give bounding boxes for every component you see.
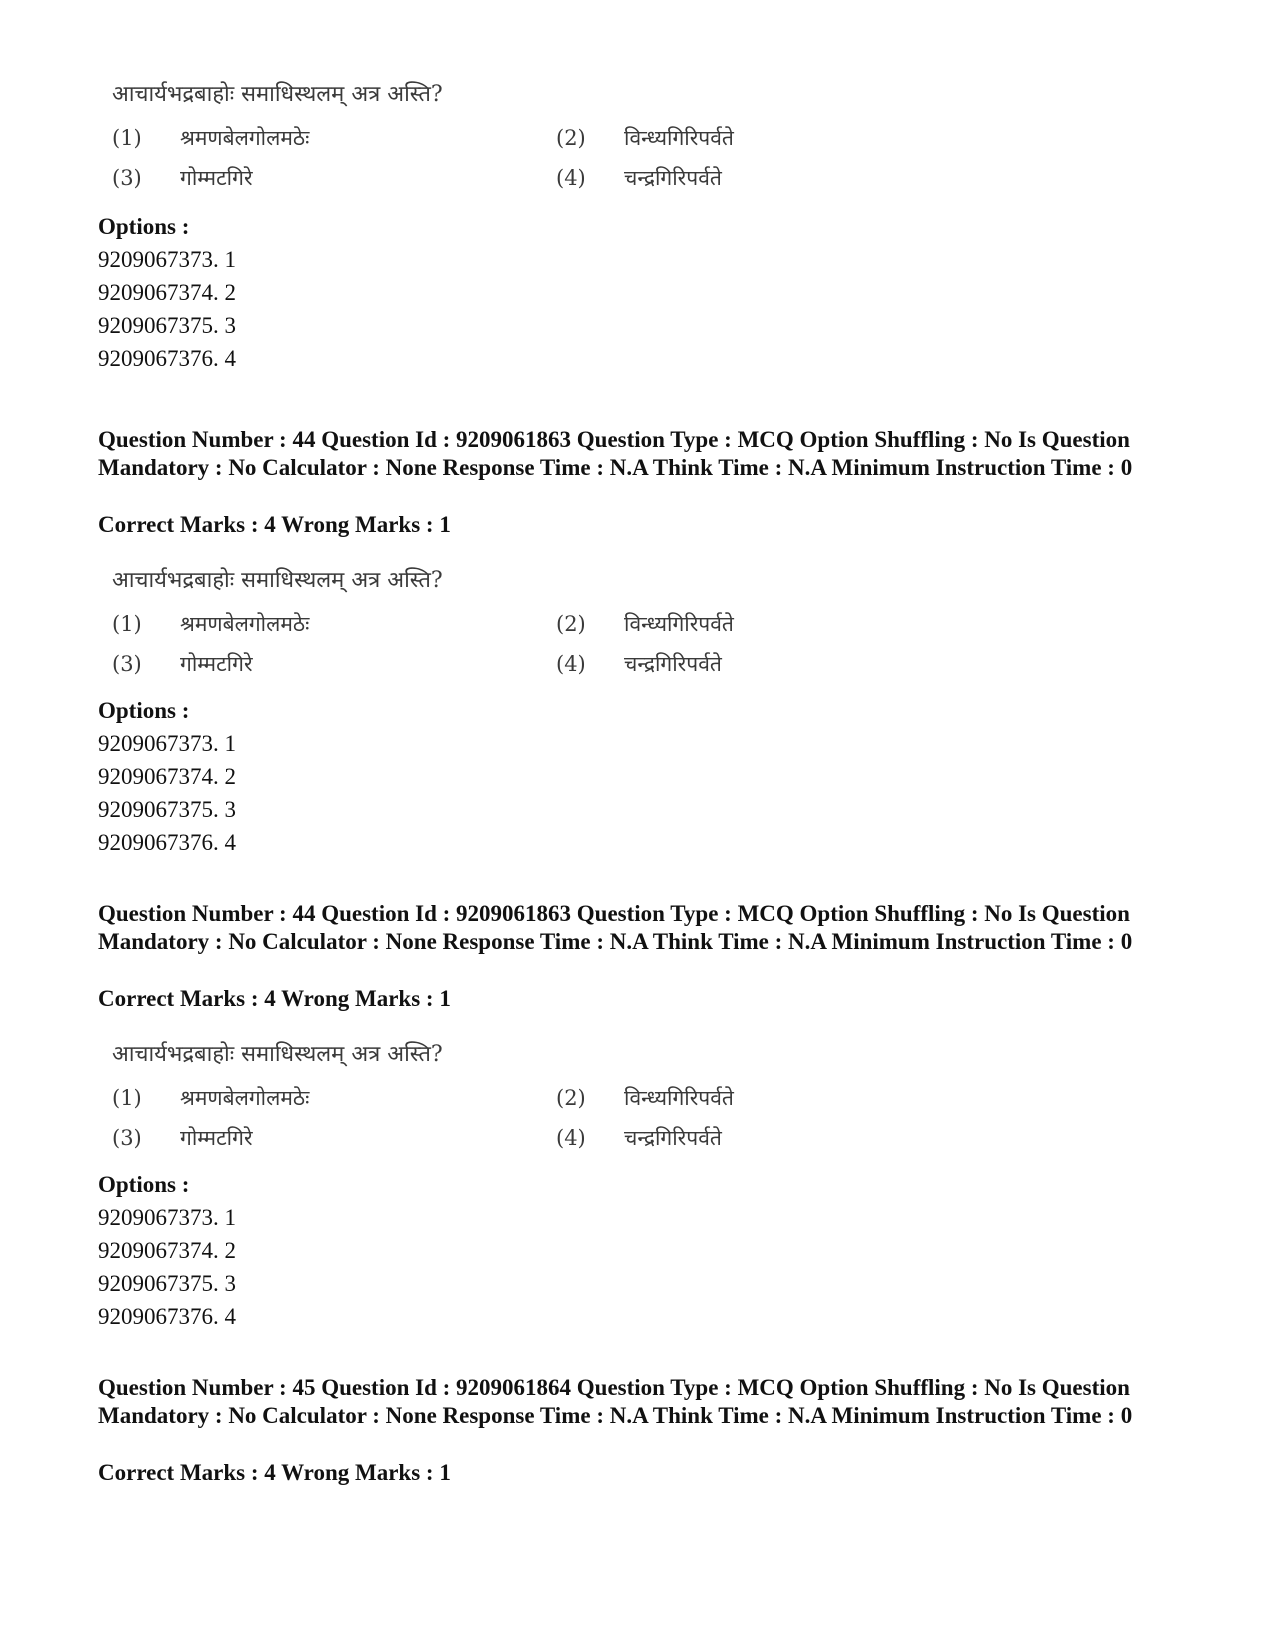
choice-2 (556, 1084, 734, 1112)
choice-number: (3) (112, 652, 142, 676)
options-title: Options : (98, 698, 190, 723)
choice-text: चन्द्रगिरिपर्वते (624, 166, 722, 190)
choice-number: (4) (556, 166, 586, 190)
choice-text: गोम्मटगिरे (180, 652, 253, 676)
choice-3 (112, 650, 253, 678)
choice-text: विन्ध्यगिरिपर्वते (624, 612, 734, 636)
choice-text: गोम्मटगिरे (180, 1126, 253, 1150)
choice-text: विन्ध्यगिरिपर्वते (624, 126, 734, 150)
option-line: 9209067376. 4 (98, 346, 236, 371)
choice-1 (112, 610, 309, 638)
question-text: आचार्यभद्रबाहोः समाधिस्थलम् अत्र अस्ति? (112, 82, 443, 107)
choice-number: (2) (556, 612, 586, 636)
question-image (0, 1030, 1275, 1190)
question-text: आचार्यभद्रबाहोः समाधिस्थलम् अत्र अस्ति? (112, 1042, 443, 1067)
question-image (0, 556, 1275, 716)
choice-number: (4) (556, 652, 586, 676)
choice-4 (556, 1124, 722, 1152)
choice-2 (556, 124, 734, 152)
choice-2 (556, 610, 734, 638)
option-line: 9209067373. 1 (98, 731, 236, 756)
question-text: आचार्यभद्रबाहोः समाधिस्थलम् अत्र अस्ति? (112, 568, 443, 593)
choice-text: गोम्मटगिरे (180, 166, 253, 190)
question-marks: Correct Marks : 4 Wrong Marks : 1 (98, 1460, 451, 1485)
option-line: 9209067375. 3 (98, 797, 236, 822)
choice-text: चन्द्रगिरिपर्वते (624, 652, 722, 676)
choice-3 (112, 164, 253, 192)
choice-number: (2) (556, 126, 586, 150)
choice-number: (3) (112, 166, 142, 190)
option-line: 9209067374. 2 (98, 764, 236, 789)
question-meta: Question Number : 44 Question Id : 9209061863 Question Type : MCQ Option Shuffling : No Is Question Mandatory : No Calculator : None Response Time : N.A Think Time : N.A Minimum Instruction Time : 0 (98, 427, 1133, 480)
choice-number: (4) (556, 1126, 586, 1150)
question-meta: Question Number : 45 Question Id : 9209061864 Question Type : MCQ Option Shuffling : No Is Question Mandatory : No Calculator : None Response Time : N.A Think Time : N.A Minimum Instruction Time : 0 (98, 1375, 1133, 1428)
option-line: 9209067374. 2 (98, 1238, 236, 1263)
choice-text: श्रमणबेलगोलमठेः (180, 1086, 310, 1110)
option-line: 9209067373. 1 (98, 247, 236, 272)
option-line: 9209067376. 4 (98, 1304, 236, 1329)
choice-number: (3) (112, 1126, 142, 1150)
choice-number: (2) (556, 1086, 586, 1110)
question-marks: Correct Marks : 4 Wrong Marks : 1 (98, 512, 451, 537)
option-line: 9209067375. 3 (98, 313, 236, 338)
choice-1 (112, 1084, 309, 1112)
choice-text: विन्ध्यगिरिपर्वते (624, 1086, 734, 1110)
question-meta: Question Number : 44 Question Id : 9209061863 Question Type : MCQ Option Shuffling : No Is Question Mandatory : No Calculator : None Response Time : N.A Think Time : N.A Minimum Instruction Time : 0 (98, 901, 1133, 954)
choice-number: (1) (112, 1086, 142, 1110)
choice-text: श्रमणबेलगोलमठेः (180, 612, 310, 636)
choice-number: (1) (112, 126, 142, 150)
option-line: 9209067374. 2 (98, 280, 236, 305)
question-image (0, 70, 1275, 230)
options-title: Options : (98, 1172, 190, 1197)
choice-1 (112, 124, 309, 152)
options-title: Options : (98, 214, 190, 239)
option-line: 9209067373. 1 (98, 1205, 236, 1230)
choice-text: श्रमणबेलगोलमठेः (180, 126, 310, 150)
choice-4 (556, 650, 722, 678)
choice-text: चन्द्रगिरिपर्वते (624, 1126, 722, 1150)
option-line: 9209067376. 4 (98, 830, 236, 855)
question-marks: Correct Marks : 4 Wrong Marks : 1 (98, 986, 451, 1011)
choice-number: (1) (112, 612, 142, 636)
choice-4 (556, 164, 722, 192)
option-line: 9209067375. 3 (98, 1271, 236, 1296)
choice-3 (112, 1124, 253, 1152)
